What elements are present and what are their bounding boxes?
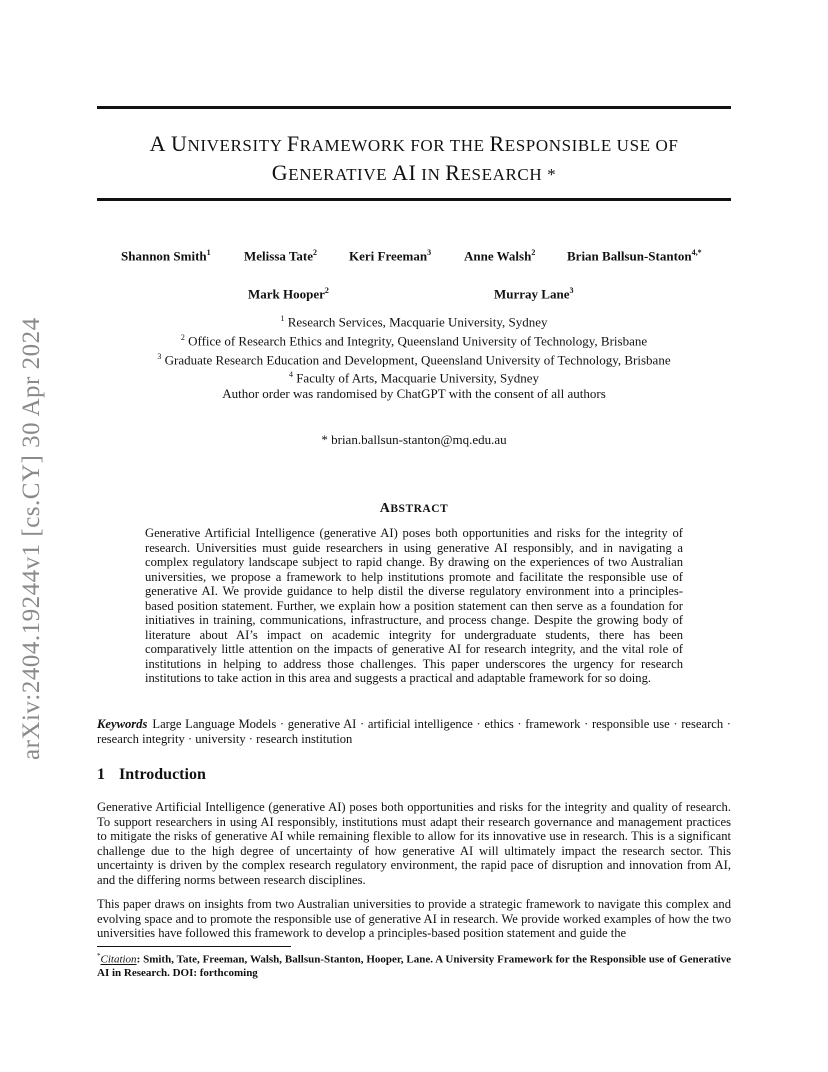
body-paragraph: Generative Artificial Intelligence (generative AI) poses both opportunities and risks for the integrity and quality of research. To support researchers in using AI responsibly, institutions must adapt their research governance and management practices to mitigate the risks of generative AI while remaining flexible to allow for its innovative use in research. This is a significant challenge due to the high degree of uncertainty of how generative AI will ultimately impact the research sector. This uncertainty is driven by the complex research regulatory environment, the rapid pace of disruption and innovation from AI, and the differing norms between research disciplines. bbox=[97, 800, 731, 887]
affiliation: $^3$ Graduate Research Education and Development, Queensland University of Technology, Brisbane bbox=[157, 351, 671, 367]
citation-label: Citation bbox=[100, 953, 137, 966]
author-name: Anne Walsh$^2$ bbox=[464, 248, 536, 264]
abstract-heading: ABSTRACT bbox=[379, 501, 449, 516]
body-paragraph: This paper draws on insights from two Australian universities to provide a strategic framework to navigate this complex and evolving space and to promote the responsible use of generative AI in research. We provide worked examples of how the two universities have followed this framework to develop a principles-based position statement and guide the bbox=[97, 897, 731, 941]
keywords bbox=[97, 717, 731, 747]
affiliation: $^4$ Faculty of Arts, Macquarie University, Sydney bbox=[288, 370, 540, 386]
title-bottom-rule bbox=[97, 198, 731, 201]
title-top-rule bbox=[97, 106, 731, 109]
author-name: Brian Ballsun-Stanton$^{4,*}$ bbox=[567, 248, 702, 264]
author-name: Keri Freeman$^3$ bbox=[349, 248, 432, 264]
affiliations bbox=[97, 311, 731, 402]
paper-title bbox=[97, 130, 731, 188]
citation-footnote: *Citation: Smith, Tate, Freeman, Walsh, Ballsun-Stanton, Hooper, Lane. A University Framework for the Responsible use of Generative AI in Research. DOI: forthcoming bbox=[97, 952, 731, 979]
keywords-list: Large Language Models · generative AI · artificial intelligence · ethics · framework · responsible use · research · research integrity · university · research institution bbox=[97, 717, 731, 746]
arxiv-identifier-stamp: arXiv:2404.19244v1 [cs.CY] 30 Apr 2024 bbox=[18, 317, 45, 760]
affiliation: $^2$ Office of Research Ethics and Integrity, Queensland University of Technology, Brisbane bbox=[180, 332, 648, 349]
title-line-2: GENERATIVE AI IN RESEARCH * bbox=[271, 160, 557, 185]
abstract-body: Generative Artificial Intelligence (generative AI) poses both opportunities and risks for the integrity of research. Universities must guide researchers in using generative AI responsibly, and in navigating a complex regulatory landscape subject to rapid change. By drawing on the experiences of two Australian universities, we propose a framework to help institutions promote and facilitate the responsible use of generative AI. We provide guidance to help distil the diverse regulatory environment into a principles-based position statement. Further, we explain how a position statement can then serve as a foundation for initiatives in training, communications, infrastructure, and process change. Despite the growing body of literature about AI’s impact on academic integrity for undergraduate students, there has been comparatively little attention on the impacts of generative AI for research integrity, and the vital role of institutions in helping to address those challenges. This paper underscores the urgency for research institutions to take action in this area and suggests a practical and adaptable framework for so doing. bbox=[145, 526, 683, 685]
keywords-label: Keywords bbox=[97, 717, 148, 731]
author-name: Murray Lane$^3$ bbox=[494, 286, 574, 302]
author-name: Shannon Smith$^1$ bbox=[121, 248, 211, 264]
title-line-1: A UNIVERSITY FRAMEWORK FOR THE RESPONSIBLE USE OF bbox=[149, 131, 679, 156]
author-name: Mark Hooper$^2$ bbox=[248, 286, 329, 302]
footnote-rule bbox=[97, 946, 291, 947]
section-heading: 1 Introduction bbox=[97, 766, 206, 783]
corresponding-email[interactable]: * brian.ballsun-stanton@mq.edu.au bbox=[321, 432, 507, 447]
author-name: Melissa Tate$^2$ bbox=[244, 248, 317, 264]
affiliation: $^1$ Research Services, Macquarie University, Sydney bbox=[280, 314, 548, 330]
author-order-note: Author order was randomised by ChatGPT with the consent of all authors bbox=[222, 386, 606, 402]
